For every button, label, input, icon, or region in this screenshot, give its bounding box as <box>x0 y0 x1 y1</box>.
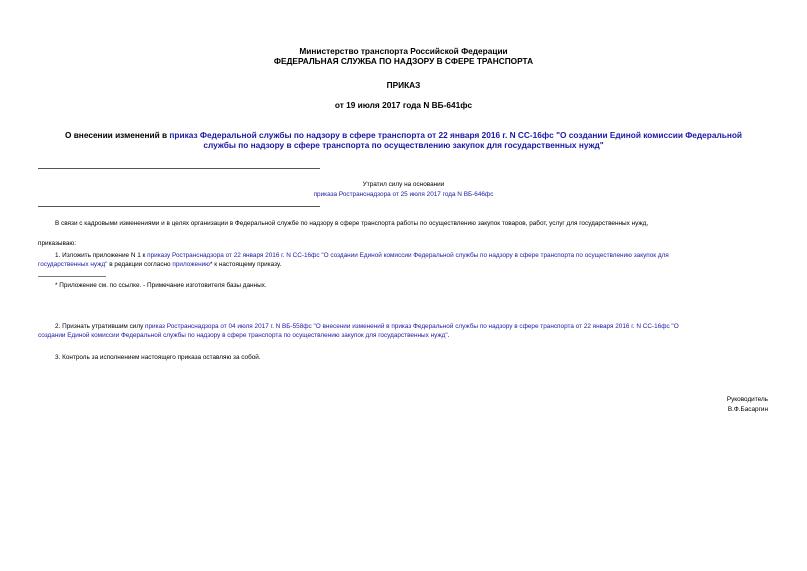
paragraph-1 <box>38 252 770 261</box>
title-prefix: О внесении изменений в <box>64 130 170 140</box>
signature-position: Руководитель <box>726 396 768 403</box>
divider-top <box>38 168 320 169</box>
p2-start: 2. Признать утратившим силу <box>55 323 146 330</box>
appendix-link[interactable]: приложению <box>172 261 210 268</box>
footnote: * Приложение см. по ссылке. - Примечание изготовителя базы данных. <box>55 282 267 289</box>
p2-order-link-cont[interactable]: создании Единой комиссии Федеральной службы по надзору в сфере транспорта по осуществлению закупок для государственных нужд" <box>38 332 448 339</box>
paragraph-2 <box>38 323 770 332</box>
document-type: ПРИКАЗ <box>386 80 421 90</box>
paragraph-1-cont <box>38 261 770 270</box>
paragraph-2-cont <box>38 332 770 341</box>
p1-start: 1. Изложить приложение N 1 к <box>55 252 148 259</box>
p1-mid: в редакции согласно <box>107 261 173 268</box>
service-name: ФЕДЕРАЛЬНАЯ СЛУЖБА ПО НАДЗОРУ В СФЕРЕ ТРАНСПОРТА <box>273 56 534 66</box>
divider-bottom <box>38 206 320 207</box>
title-order-link[interactable]: приказ Федеральной службы по надзору в сфере транспорта от 22 января 2016 г. N СС-16фс "О создании Единой комиссии Федеральной <box>169 130 743 140</box>
p2-end: . <box>447 332 450 339</box>
order-word: приказываю: <box>38 240 76 247</box>
p1-order-link-cont[interactable]: государственных нужд" <box>38 261 108 268</box>
document-date: от 19 июля 2017 года N ВБ-641фс <box>334 100 473 110</box>
p2-order-link[interactable]: приказ Ространснадзора от 04 июля 2017 г. N ВБ-558фс "О внесении изменений в приказ Федеральной службы по надзору в сфере транспорта от 22 января 2016 г. N СС-16фс "О <box>145 323 679 330</box>
ministry-name: Министерство транспорта Российской Федерации <box>299 46 508 56</box>
signature-name: В.Ф.Басаргин <box>727 406 768 413</box>
status-label: Утратил силу на основании <box>362 181 445 188</box>
p1-order-link[interactable]: приказу Ространснадзора от 22 января 2016 г. N СС-16фс "О создании Единой комиссии Федеральной службы по надзору в сфере транспорта по осуществлению закупок для <box>147 252 669 259</box>
document-title-line1 <box>0 130 807 140</box>
p1-end: * к настоящему приказу. <box>209 261 282 268</box>
paragraph-3: 3. Контроль за исполнением настоящего приказа оставляю за собой. <box>55 354 261 361</box>
status-link-row <box>0 191 807 200</box>
document-title-line2 <box>0 140 807 150</box>
repeal-order-link[interactable]: приказа Ространснадзора от 25 июля 2017 года N ВБ-646фс <box>313 191 494 198</box>
title-order-link-cont[interactable]: службы по надзору в сфере транспорта по осуществлению закупок для государственных нужд" <box>203 140 604 150</box>
footnote-divider <box>38 276 106 277</box>
intro-paragraph: В связи с кадровыми изменениями и в целях организации в Федеральной службе по надзору в сфере транспорта работы по осуществлению закупок товаров, работ, услуг для государственных нужд, <box>55 220 649 227</box>
